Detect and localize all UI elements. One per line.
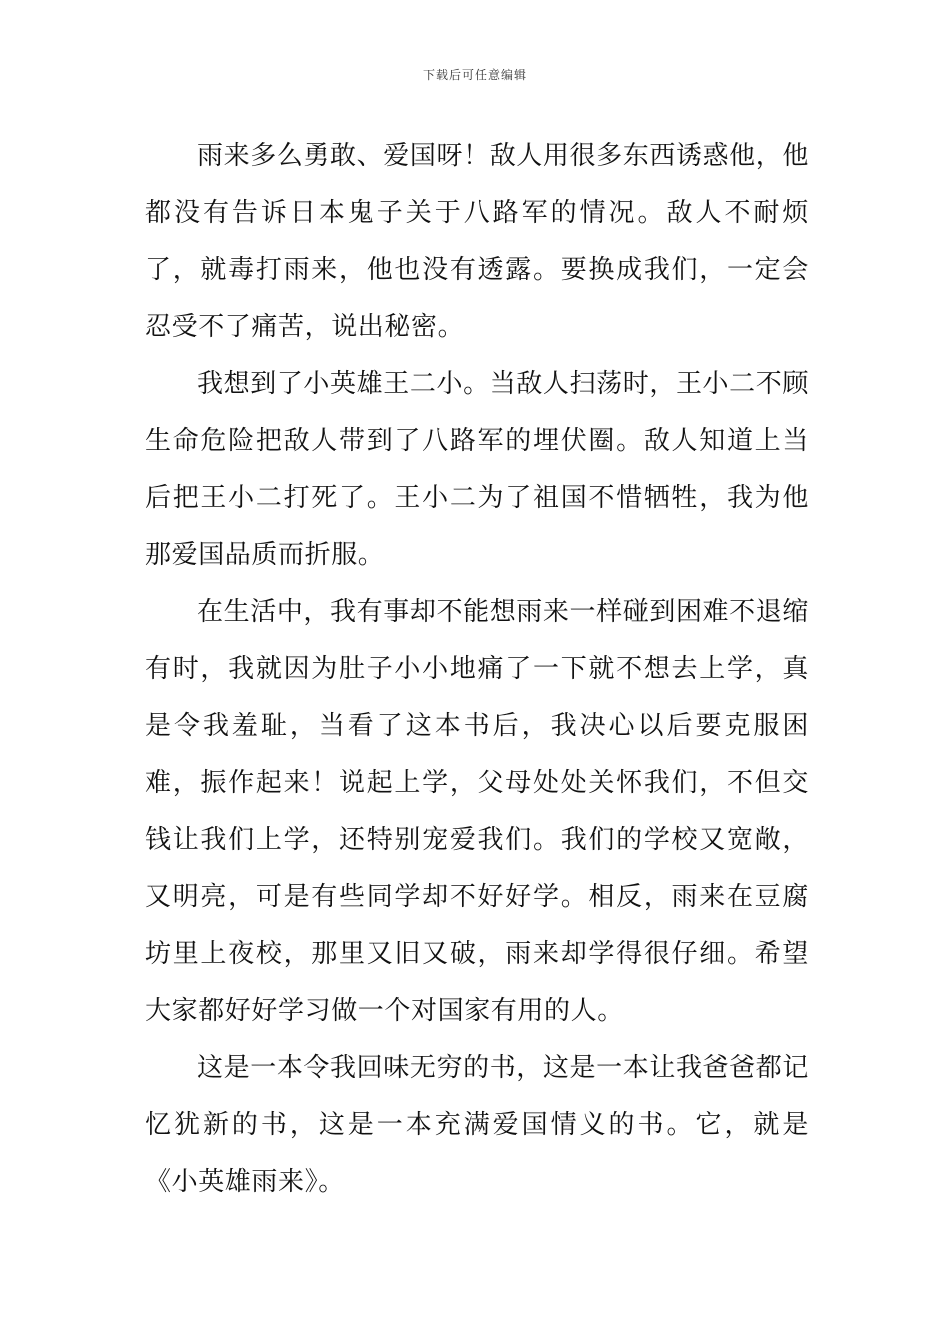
document-body — [145, 128, 809, 1211]
header-note: 下载后可任意编辑 — [422, 68, 527, 82]
paragraph-2: 我想到了小英雄王二小。当敌人扫荡时，王小二不顾生命危险把敌人带到了八路军的埋伏圈。敌人知道上当后把王小二打死了。王小二为了祖国不惜牺牲，我为他那爱国品质而折服。 — [145, 369, 809, 570]
paragraph-3: 在生活中，我有事却不能想雨来一样碰到困难不退缩有时，我就因为肚子小小地痛了一下就不想去上学，真是令我羞耻，当看了这本书后，我决心以后要克服困难，振作起来！说起上学，父母处处关怀我们，不但交钱让我们上学，还特别宠爱我们。我们的学校又宽敞，又明亮，可是有些同学却不好好学。相反，雨来在豆腐坊里上夜校，那里又旧又破，雨来却学得很仔细。希望大家都好好学习做一个对国家有用的人。 — [145, 597, 809, 1026]
paragraph-4: 这是一本令我回味无穷的书，这是一本让我爸爸都记忆犹新的书，这是一本充满爱国情义的书。它，就是《小英雄雨来》。 — [145, 1053, 809, 1197]
paragraph-1: 雨来多么勇敢、爱国呀！敌人用很多东西诱惑他，他都没有告诉日本鬼子关于八路军的情况。敌人不耐烦了，就毒打雨来，他也没有透露。要换成我们，一定会忍受不了痛苦，说出秘密。 — [145, 141, 809, 342]
